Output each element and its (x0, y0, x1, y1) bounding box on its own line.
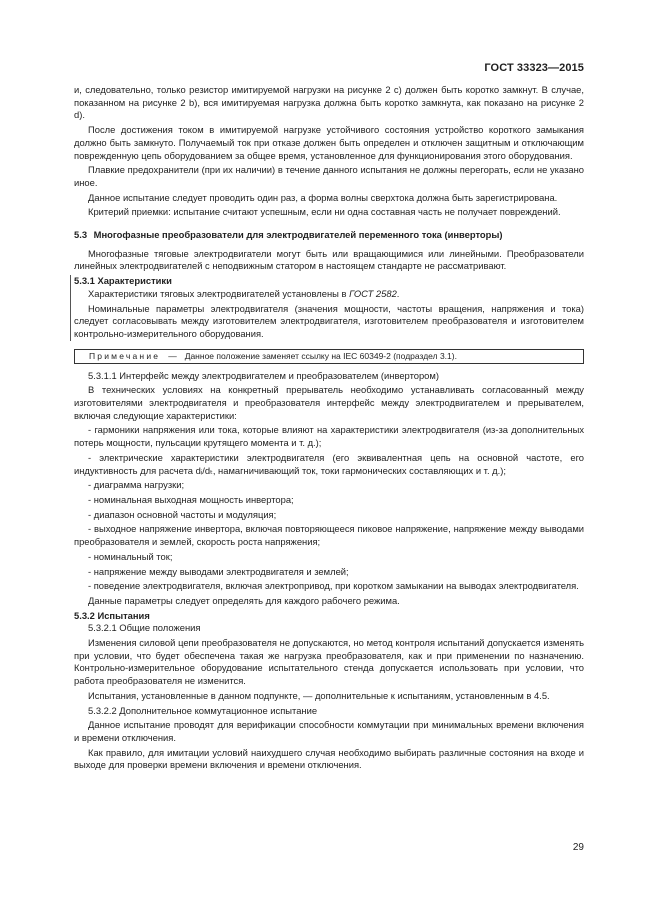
list-item (74, 479, 584, 492)
paragraph: Данные параметры следует определять для каждого рабочего режима. (88, 594, 400, 606)
subsubsection-heading: 5.3.2.1 Общие положения (88, 622, 201, 634)
paragraph: Изменения силовой цепи преобразователя не допускаются, но метод контроля испытаний допускается изменять при условии, что будет обеспечена такая же нагрузка преобразователя, как и при применении по назначению. Контрольно-измерительное оборудование испытательного стенда допускается использовать при условии, что работа преобразователя не изменится. (74, 637, 584, 687)
paragraph: Данное испытание следует проводить один раз, а форма волны сверхтока должна быть зарегистрирована. (88, 191, 558, 203)
dash-bullet: - (88, 580, 94, 592)
list-item-text: напряжение между выводами электродвигателя и землей; (93, 565, 349, 577)
dash-bullet: - (88, 523, 94, 535)
paragraph: Плавкие предохранители (при их наличии) в течение данного испытания не должны перегорать, если не указано иное. (74, 164, 584, 188)
dash-bullet: - (88, 565, 94, 577)
paragraph: Испытания, установленные в данном подпункте, — дополнительные к испытаниям, установленным в 4.5. (88, 689, 550, 701)
dash-bullet: - (88, 479, 94, 491)
subsection-number: 5.3.1 (74, 275, 95, 287)
note-dash: — (168, 350, 177, 361)
section-number: 5.3 (74, 229, 88, 241)
subsection-heading-5-3-2 (74, 610, 584, 623)
subsubsection-heading: 5.3.2.2 Дополнительное коммутационное испытание (88, 704, 318, 716)
paragraph: Как правило, для имитации условий наихудшего случая необходимо выбирать различные состояния на входе и выходе для проверки времени включения и времени отключения. (74, 746, 584, 771)
revision-marked-block (70, 275, 584, 341)
subsection-title: Характеристики (97, 275, 172, 287)
list-item-text: выходное напряжение инвертора, включая повторяющееся пиковое напряжение, напряжение между выводами преобразователя и землей, скорость роста напряжения; (74, 523, 584, 548)
paragraph: После достижения током в имитируемой нагрузке устойчивого состояния устройство короткого замыкания должно быть замкнуто. Получаемый ток при отказе должен быть определен и отключен защитным и отключающим поврежденную цепь оборудованием за общее время, установленное для функционирования этого оборудования. (74, 124, 584, 161)
subsection-number: 5.3.2 (74, 609, 95, 621)
text: . (396, 287, 400, 299)
subsubsection-heading: 5.3.1.1 Интерфейс между электродвигателем и преобразователем (инвертором) (88, 369, 439, 381)
paragraph: и, следовательно, только резистор имитируемой нагрузки на рисунке 2 с) должен быть коротко замкнут. В случае, показанном на рисунке 2 b), вся имитируемая нагрузка должна быть коротко замкнута, как показано на рисунке 2 d). (74, 84, 584, 121)
paragraph: Многофазные тяговые электродвигатели могут быть или вращающимися или линейными. Преобразователи линейных электродвигателей с неподвижным статором в настоящем стандарте не рассматривают. (74, 247, 584, 272)
paragraph: Критерий приемки: испытание считают успешным, если ни одна составная часть не получает повреждений. (88, 206, 561, 218)
list-item (74, 494, 584, 507)
page-number: 29 (572, 842, 584, 853)
paragraph: Данное испытание проводят для верификации способности коммутации при минимальных времени включения и времени отключения. (74, 719, 584, 743)
note-box (74, 349, 584, 364)
list-item (74, 452, 584, 477)
document-number-header: ГОСТ 33323—2015 (484, 62, 584, 74)
list-item-text: гармоники напряжения или тока, которые влияют на характеристики электродвигателя (из-за дополнительных потерь мощности, пульсации крутящего момента и т. д.); (74, 424, 585, 449)
list-item-text: диапазон основной частоты и модуляция; (93, 508, 277, 520)
list-item-text: диаграмма нагрузки; (93, 479, 185, 491)
page-content (74, 84, 584, 774)
subsection-heading-5-3-1 (74, 275, 584, 288)
paragraph (74, 288, 584, 301)
dash-bullet: - (88, 424, 95, 436)
list-item (74, 580, 584, 593)
list-item-text: номинальная выходная мощность инвертора; (93, 493, 294, 505)
section-title: Многофазные преобразователи для электродвигателей переменного тока (инверторы) (93, 229, 503, 241)
note-label: Примечание (89, 350, 161, 361)
list-item (74, 566, 584, 579)
paragraph: Номинальные параметры электродвигателя (значения мощности, частоты вращения, напряжения и тока) следует согласовывать между изготовителем электродвигателя, изготовителем преобразователя и изготовителем контрольно-измерительного оборудования. (74, 302, 584, 339)
dash-bullet: - (88, 451, 100, 463)
list-item (74, 509, 584, 522)
list-item-text: номинальный ток; (93, 550, 173, 562)
section-heading-5-3 (74, 229, 584, 242)
dash-bullet: - (88, 508, 94, 520)
note-text: Данное положение заменяет ссылку на IEC 60349-2 (подраздел 3.1). (184, 350, 457, 361)
subsection-title: Испытания (97, 609, 150, 621)
paragraph: В технических условиях на конкретный прерыватель необходимо устанавливать согласованный между изготовителями электродвигателя и преобразователя интерфейс между электродвигателем и прерывателем, включая следующие характеристики: (74, 384, 584, 421)
list-item-text: поведение электродвигателя, включая электропривод, при коротком замыкании на выводах электродвигателя. (93, 580, 579, 592)
dash-bullet: - (88, 550, 94, 562)
dash-bullet: - (88, 493, 94, 505)
standard-reference: ГОСТ 2582 (349, 287, 397, 299)
characteristics-list (74, 424, 584, 592)
text: Характеристики тяговых электродвигателей установлены в (88, 287, 350, 299)
list-item-text: электрические характеристики электродвигателя (его эквивалентная цепь на основной частоте, его индуктивность для расчета dᵢ/dₜ, намагничивающий ток, токи гармонических составляющих и т. д.); (74, 451, 584, 476)
list-item (74, 523, 584, 548)
list-item (74, 424, 584, 449)
list-item (74, 551, 584, 564)
